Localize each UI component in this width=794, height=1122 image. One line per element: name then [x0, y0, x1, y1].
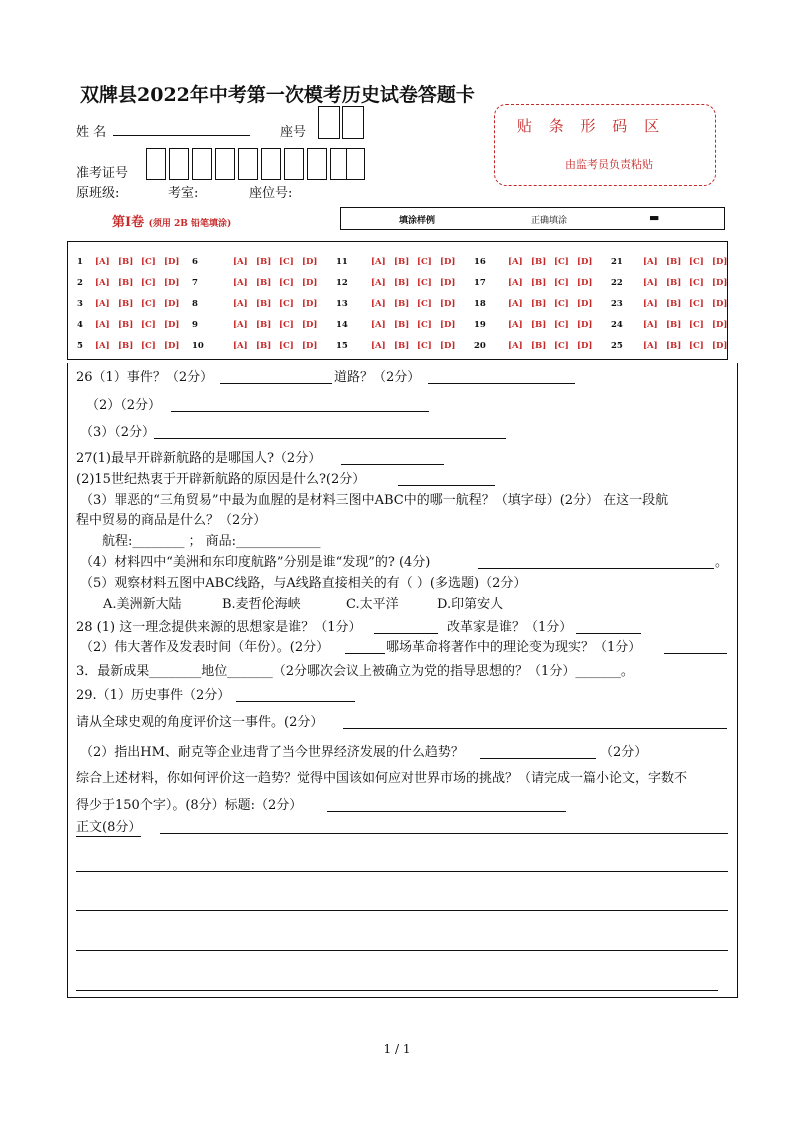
q29-1b: 请从全球史观的角度评价这一事件。(2分） — [76, 715, 324, 730]
q28-2b-blank[interactable] — [664, 653, 727, 654]
q27-5-option-b: B.麦哲伦海峡 — [222, 597, 301, 612]
q29-3b: 得少于150个字）。(8分）标题:（2分） — [76, 798, 303, 813]
q27-4-end: 。 — [715, 555, 729, 570]
sample-label: 填涂样例 — [399, 216, 436, 226]
q26-1-event-blank[interactable] — [220, 383, 332, 384]
q28-1b: 改革家是谁？（1分） — [447, 620, 573, 635]
q28-2a: （2）伟大著作及发表时间（年份）。(2分） — [80, 640, 330, 655]
q27-2-blank[interactable] — [398, 485, 495, 486]
q26-1-event: 26（1）事件？（2分） — [76, 370, 214, 385]
q26-3-blank[interactable] — [154, 438, 506, 439]
seat-label: 座号 — [280, 125, 307, 140]
seat-box-1[interactable] — [318, 106, 340, 139]
essay-line[interactable] — [76, 871, 728, 872]
seat-box-2[interactable] — [342, 106, 364, 139]
q26-2-blank[interactable] — [171, 411, 429, 412]
q26-2: （2）（2分） — [86, 398, 162, 413]
q29-3a: 综合上述材料，你如何评价这一趋势？觉得中国该如何应对世界市场的挑战？（请完成一篇小论文，字数不 — [76, 771, 688, 786]
q27-1-blank[interactable] — [341, 464, 444, 465]
q28-1a-blank[interactable] — [374, 633, 438, 634]
q27-3-answers[interactable]: 航程:________ ； 商品:_____________ — [102, 534, 321, 549]
fill-sample-box — [340, 207, 725, 230]
page-number: 1 / 1 — [383, 1042, 411, 1056]
q29-2a: （2）指出HM、耐克等企业违背了当今世界经济发展的什么趋势？ — [80, 745, 464, 760]
q28-2b: 哪场革命将著作中的理论变为现实？（1分） — [386, 640, 642, 655]
q26-1-road-blank[interactable] — [428, 383, 575, 384]
essay-title-blank[interactable] — [327, 811, 566, 812]
essay-line[interactable] — [76, 910, 728, 911]
answer-grid — [67, 241, 728, 360]
q27-2: (2)15世纪热衷于开辟新航路的原因是什么?(2分） — [76, 472, 366, 487]
name-label: 姓 名 — [76, 125, 107, 140]
room-label: 考室: — [168, 186, 199, 201]
q29-2b: （2分） — [600, 745, 648, 760]
seat-position-label: 座位号: — [249, 186, 293, 201]
name-field[interactable] — [113, 121, 250, 136]
q28-1b-blank[interactable] — [576, 633, 641, 634]
q27-3a: （3）罪恶的“三角贸易”中最为血腥的是材料三图中ABC中的哪一航程？（填字母）(2分） 在这一段航 — [80, 493, 669, 508]
section1-note: (须用 2B 铅笔填涂) — [148, 219, 232, 229]
q26-1-road: 道路？（2分） — [334, 370, 421, 385]
q28-3[interactable]: 3．最新成果________地位_______（2分哪次会议上被确立为党的指导思想的？（1分）_______。 — [76, 664, 634, 679]
barcode-note: 由监考员负责粘贴 — [565, 158, 653, 171]
section1-title: 第Ⅰ卷 (须用 2B 铅笔填涂) — [112, 215, 232, 230]
q27-4-blank[interactable] — [478, 568, 714, 569]
q27-3b: 程中贸易的商品是什么？（2分） — [76, 513, 267, 528]
q27-5: （5）观察材料五图中ABC线路，与A线路直接相关的有（ ）(多选题)（2分） — [80, 576, 527, 591]
grid-row: 5 [A] [B] [C] [D] 10 [A] [B] [C] [D] 15 [A] [B] [C] [D] 20 [A] [B] [C] [D] 25 [A] [B] [C] [D] — [77, 341, 728, 351]
q29-1-blank[interactable] — [236, 701, 355, 702]
essay-line[interactable] — [76, 950, 728, 951]
essay-body-label: 正文(8分） — [76, 820, 142, 835]
grid-row: 4 [A] [B] [C] [D] 9 [A] [B] [C] [D] 14 [A] [B] [C] [D] 19 [A] [B] [C] [D] 24 [A] [B] [C] [D] — [77, 320, 728, 330]
grid-row: 3 [A] [B] [C] [D] 8 [A] [B] [C] [D] 13 [A] [B] [C] [D] 18 [A] [B] [C] [D] 23 [A] [B] [C] [D] — [77, 299, 728, 309]
correct-label: 正确填涂 — [531, 216, 568, 226]
correct-mark: ▬ — [649, 211, 660, 224]
q27-4: （4）材料四中“美洲和东印度航路”分别是谁“发现”的? (4分) — [80, 555, 431, 570]
exam-id-label: 准考证号 — [76, 166, 129, 181]
q29-1: 29.（1）历史事件（2分） — [76, 688, 231, 703]
grid-row: 1 [A] [B] [C] [D] 6 [A] [B] [C] [D] 11 [A] [B] [C] [D] 16 [A] [B] [C] [D] 21 [A] [B] [C] [D] — [77, 257, 728, 267]
class-label: 原班级: — [76, 186, 120, 201]
grid-row: 2 [A] [B] [C] [D] 7 [A] [B] [C] [D] 12 [A] [B] [C] [D] 17 [A] [B] [C] [D] 22 [A] [B] [C] [D] — [77, 278, 728, 288]
barcode-area — [494, 104, 716, 186]
q26-3: （3）（2分） — [80, 425, 156, 440]
q27-1: 27(1)最早开辟新航路的是哪国人?（2分） — [76, 451, 322, 466]
q28-2a-blank[interactable] — [345, 653, 385, 654]
q27-5-option-c: C.太平洋 — [346, 597, 399, 612]
barcode-title: 贴 条 形 码 区 — [517, 117, 666, 135]
q27-5-option-d: D.印第安人 — [437, 597, 504, 612]
q29-1b-blank[interactable] — [343, 728, 727, 729]
essay-line[interactable] — [76, 990, 718, 991]
q27-5-option-a: A.美洲新大陆 — [103, 597, 182, 612]
page-title: 双牌县2022年中考第一次模考历史试卷答题卡 — [80, 84, 475, 106]
essay-line[interactable] — [160, 833, 728, 834]
q29-2-blank[interactable] — [480, 758, 596, 759]
q28-1a: 28 (1) 这一理念提供来源的思想家是谁？（1分） — [76, 620, 362, 635]
